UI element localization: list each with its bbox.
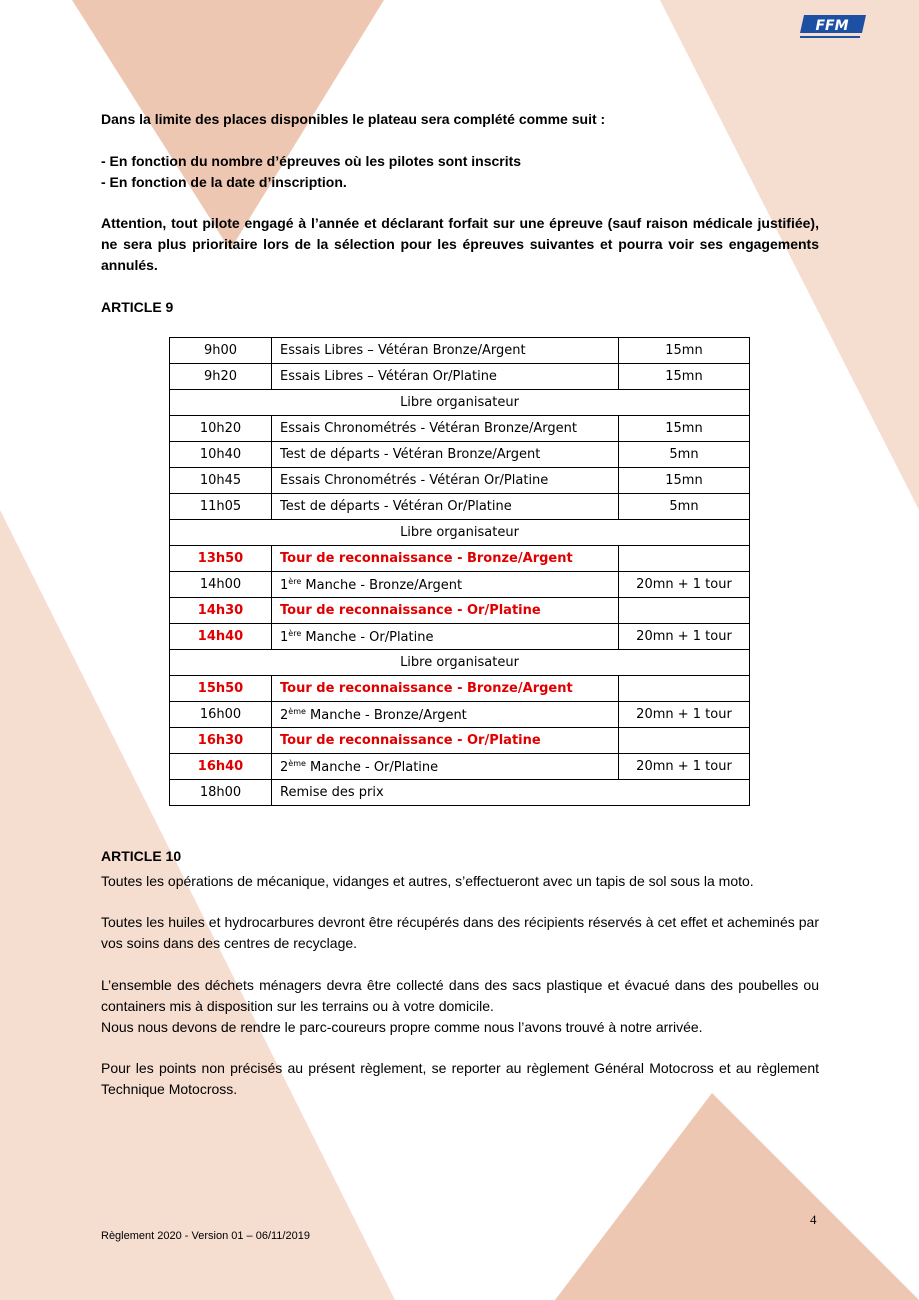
schedule-row bbox=[170, 728, 750, 754]
schedule-row bbox=[170, 338, 750, 364]
schedule-duration: 15mn bbox=[619, 468, 750, 494]
logo-text: FFM bbox=[815, 18, 849, 34]
schedule-time: 16h30 bbox=[170, 728, 272, 754]
intro-bullet-2: - En fonction de la date d’inscription. bbox=[101, 174, 347, 190]
schedule-time: 16h00 bbox=[170, 702, 272, 728]
schedule-activity: Essais Chronométrés - Vétéran Bronze/Argent bbox=[272, 416, 619, 442]
schedule-row bbox=[170, 676, 750, 702]
schedule-row bbox=[170, 624, 750, 650]
activity-label: Manche - Bronze/Argent bbox=[301, 577, 463, 593]
intro-bullet-1: - En fonction du nombre d’épreuves où les pilotes sont inscrits bbox=[101, 153, 522, 169]
schedule-activity: Essais Chronométrés - Vétéran Or/Platine bbox=[272, 468, 619, 494]
schedule-activity: Tour de reconnaissance - Or/Platine bbox=[272, 728, 619, 754]
manche-number: 1 bbox=[280, 577, 289, 593]
schedule-row bbox=[170, 780, 750, 806]
schedule-activity: Test de départs - Vétéran Bronze/Argent bbox=[272, 442, 619, 468]
schedule-time: 18h00 bbox=[170, 780, 272, 806]
schedule-activity bbox=[272, 572, 619, 598]
intro-line: Dans la limite des places disponibles le plateau sera complété comme suit : bbox=[101, 111, 606, 127]
article-10-p3: L’ensemble des déchets ménagers devra être collecté dans des sacs plastique et évacué dans des poubelles ou containers mis à disposition sur les terrains ou à votre domicile. bbox=[101, 977, 819, 1014]
manche-number: 2 bbox=[280, 707, 289, 723]
schedule-row bbox=[170, 494, 750, 520]
schedule-duration: 5mn bbox=[619, 494, 750, 520]
article-10-heading: ARTICLE 10 bbox=[101, 848, 182, 864]
schedule-activity: Remise des prix bbox=[272, 780, 750, 806]
schedule-activity: Essais Libres – Vétéran Or/Platine bbox=[272, 364, 619, 390]
manche-number: 2 bbox=[280, 759, 289, 775]
schedule-duration: 20mn + 1 tour bbox=[619, 754, 750, 780]
schedule-duration: 20mn + 1 tour bbox=[619, 624, 750, 650]
schedule-time: 9h00 bbox=[170, 338, 272, 364]
schedule-time: 15h50 bbox=[170, 676, 272, 702]
schedule-activity bbox=[272, 754, 619, 780]
schedule-duration bbox=[619, 676, 750, 702]
schedule-row bbox=[170, 572, 750, 598]
article-9-heading: ARTICLE 9 bbox=[101, 299, 174, 315]
footer-text: Règlement 2020 - Version 01 – 06/11/2019 bbox=[101, 1230, 310, 1242]
schedule-duration bbox=[619, 598, 750, 624]
schedule-duration: 15mn bbox=[619, 364, 750, 390]
schedule-activity bbox=[272, 702, 619, 728]
schedule-table bbox=[169, 337, 750, 806]
schedule-activity: Tour de reconnaissance - Bronze/Argent bbox=[272, 676, 619, 702]
article-10-p4: Nous nous devons de rendre le parc-coureurs propre comme nous l’avons trouvé à notre arrivée. bbox=[101, 1019, 703, 1035]
manche-number: 1 bbox=[280, 629, 289, 645]
schedule-time: 13h50 bbox=[170, 546, 272, 572]
ordinal-suffix: ème bbox=[288, 758, 306, 768]
ordinal-suffix: ème bbox=[288, 706, 306, 716]
attention-paragraph: Attention, tout pilote engagé à l’année et déclarant forfait sur une épreuve (sauf raison médicale justifiée), ne sera plus prioritaire lors de la sélection pour les épreuves suivantes et pourra voir ses engagements annulés. bbox=[101, 215, 819, 273]
schedule-activity: Essais Libres – Vétéran Bronze/Argent bbox=[272, 338, 619, 364]
schedule-row bbox=[170, 416, 750, 442]
schedule-row bbox=[170, 598, 750, 624]
schedule-row bbox=[170, 520, 750, 546]
schedule-activity: Tour de reconnaissance - Bronze/Argent bbox=[272, 546, 619, 572]
schedule-row bbox=[170, 364, 750, 390]
schedule-row bbox=[170, 390, 750, 416]
schedule-time: 14h40 bbox=[170, 624, 272, 650]
schedule-activity: Tour de reconnaissance - Or/Platine bbox=[272, 598, 619, 624]
schedule-break-cell: Libre organisateur bbox=[170, 390, 750, 416]
schedule-activity bbox=[272, 624, 619, 650]
article-10-p5: Pour les points non précisés au présent règlement, se reporter au règlement Général Motocross et au règlement Technique Motocross. bbox=[101, 1060, 819, 1097]
schedule-row bbox=[170, 468, 750, 494]
schedule-row bbox=[170, 546, 750, 572]
schedule-duration: 15mn bbox=[619, 338, 750, 364]
schedule-row bbox=[170, 442, 750, 468]
schedule-row bbox=[170, 650, 750, 676]
activity-label: Manche - Bronze/Argent bbox=[305, 707, 467, 723]
schedule-time: 10h20 bbox=[170, 416, 272, 442]
schedule-duration: 5mn bbox=[619, 442, 750, 468]
schedule-break-cell: Libre organisateur bbox=[170, 650, 750, 676]
schedule-time: 10h40 bbox=[170, 442, 272, 468]
schedule-break-cell: Libre organisateur bbox=[170, 520, 750, 546]
schedule-activity: Test de départs - Vétéran Or/Platine bbox=[272, 494, 619, 520]
schedule-duration: 15mn bbox=[619, 416, 750, 442]
ordinal-suffix: ère bbox=[288, 628, 302, 638]
schedule-time: 9h20 bbox=[170, 364, 272, 390]
ffm-logo bbox=[798, 15, 866, 41]
activity-label: Manche - Or/Platine bbox=[305, 759, 439, 775]
schedule-duration: 20mn + 1 tour bbox=[619, 572, 750, 598]
schedule-time: 11h05 bbox=[170, 494, 272, 520]
schedule-duration bbox=[619, 546, 750, 572]
schedule-duration: 20mn + 1 tour bbox=[619, 702, 750, 728]
schedule-time: 16h40 bbox=[170, 754, 272, 780]
schedule-row bbox=[170, 702, 750, 728]
page-number: 4 bbox=[810, 1212, 817, 1227]
schedule-time: 10h45 bbox=[170, 468, 272, 494]
schedule-time: 14h30 bbox=[170, 598, 272, 624]
schedule-row bbox=[170, 754, 750, 780]
article-10-p2: Toutes les huiles et hydrocarbures devront être récupérés dans des récipients réservés à cet effet et acheminés par vos soins dans des centres de recyclage. bbox=[101, 914, 819, 951]
activity-label: Manche - Or/Platine bbox=[301, 629, 434, 645]
schedule-duration bbox=[619, 728, 750, 754]
article-10-p1: Toutes les opérations de mécanique, vidanges et autres, s’effectueront avec un tapis de sol sous la moto. bbox=[101, 873, 754, 889]
ordinal-suffix: ère bbox=[288, 576, 302, 586]
schedule-time: 14h00 bbox=[170, 572, 272, 598]
